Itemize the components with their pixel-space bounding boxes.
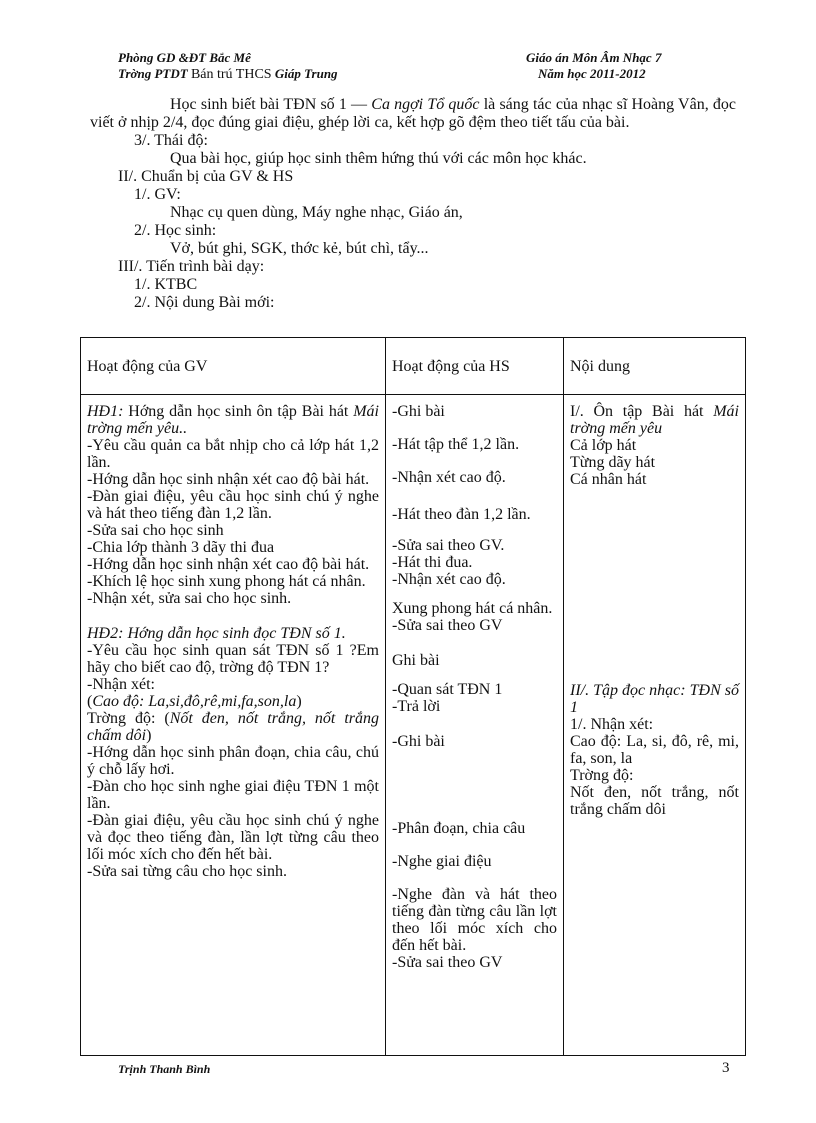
table-header-row — [81, 338, 746, 395]
gv-line: -Sửa sai từng câu cho học sinh. — [87, 863, 287, 880]
gv-line: -Hớng dẫn học sinh phân đoạn, chia câu, chú ý chỗ lấy hơi. — [87, 744, 379, 778]
gv-line: (Cao độ: La,si,đô,rê,mi,fa,son,la) — [87, 693, 302, 710]
nd-line: Cao độ: La, si, đô, rê, mi, fa, son, la — [570, 733, 739, 767]
new-content-heading: 2/. Nội dung Bài mới: — [134, 294, 275, 311]
review-heading: 1/. KTBC — [134, 276, 198, 293]
hs-line: -Quan sát TĐN 1 — [392, 681, 503, 698]
lesson-table — [80, 337, 746, 1056]
nd-line: I/. Ôn tập Bài hát Mái trờng mến yêu — [570, 403, 739, 437]
hs-line: Ghi bài — [392, 652, 440, 669]
objective-paragraph: Học sinh biết bài TĐN số 1 — Ca ngợi Tổ quốc là sáng tác của nhạc sĩ Hoàng Vân, đọc viết ở nhịp 2/4, đọc đúng giai điệu, ghép lời ca, kết hợp gõ đệm theo tiết tấu của bài. — [90, 96, 737, 131]
hs-line: -Phân đoạn, chia câu — [392, 820, 526, 837]
nd-line: 1/. Nhận xét: — [570, 716, 654, 733]
gv-line: -Nhận xét, sửa sai cho học sinh. — [87, 590, 292, 607]
page-number: 3 — [722, 1060, 730, 1076]
teacher-activities — [81, 395, 386, 1056]
gv-line: -Hớng dẫn học sinh nhận xét cao độ bài hát. — [87, 471, 370, 488]
nd-line: Từng dãy hát — [570, 454, 656, 471]
header-school: Phòng GD &ĐT Bắc Mê — [118, 50, 251, 65]
nd-line: II/. Tập đọc nhạc: TĐN số 1 — [570, 682, 739, 716]
gv-line: -Sửa sai cho học sinh — [87, 522, 224, 539]
gv-line: -Yêu cầu học sinh quan sát TĐN số 1 ?Em hãy cho biết cao độ, trờng độ TĐN 1? — [87, 642, 379, 676]
student-activities — [386, 395, 564, 1056]
gv-line: -Chia lớp thành 3 dãy thi đua — [87, 539, 275, 556]
header-teacher: Hoạt động của GV — [81, 338, 386, 395]
gv-line: Trờng độ: (Nốt đen, nốt trắng, nốt trắng chấm dôi) — [87, 710, 380, 744]
hs-line: -Ghi bài — [392, 403, 445, 420]
gv-line: -Hớng dẫn học sinh nhận xét cao độ bài hát. — [87, 556, 370, 573]
footer-author: Trịnh Thanh Bình — [118, 1062, 211, 1076]
gv-line: -Khích lệ học sinh xung phong hát cá nhân. — [87, 573, 366, 590]
hs-line: -Nghe đàn và hát theo tiếng đàn từng câu lần lợt theo lối móc xích cho đến hết bài. — [392, 886, 557, 954]
hs-line: -Sửa sai theo GV. — [392, 537, 505, 554]
hs-line: -Sửa sai theo GV — [392, 954, 503, 971]
procedure-heading: III/. Tiến trình bài dạy: — [118, 258, 265, 275]
hs-line: -Ghi bài — [392, 733, 445, 750]
nd-line: Cá nhân hát — [570, 471, 647, 488]
student-heading: 2/. Học sinh: — [134, 222, 217, 239]
header-subject: Giáo án Môn Âm Nhạc 7 — [526, 50, 662, 65]
hs-line: -Hát thi đua. — [392, 554, 473, 571]
header-year: Năm học 2011-2012 — [538, 66, 646, 81]
preparation-heading: II/. Chuẩn bị của GV & HS — [118, 168, 294, 185]
header-school-place: Giáp Trung — [274, 66, 338, 81]
attitude-heading: 3/. Thái độ: — [134, 132, 208, 149]
header-student: Hoạt động của HS — [386, 338, 564, 395]
nd-line: Trờng độ: — [570, 767, 634, 784]
gv-line: -Đàn cho học sinh nghe giai điệu TĐN 1 một lần. — [87, 778, 379, 812]
activity-1-title: HĐ1: Hớng dẫn học sinh ôn tập Bài hát Mái trờng mến yêu.. — [87, 403, 379, 437]
activity-2-title: HĐ2: Hớng dẫn học sinh đọc TĐN số 1. — [87, 625, 346, 642]
header-school-type: Bán trú THCS — [190, 67, 272, 82]
gv-line: -Đàn giai điệu, yêu cầu học sinh chú ý nghe và hát theo tiếng đàn 1,2 lần. — [87, 488, 379, 522]
hs-line: -Hát theo đàn 1,2 lần. — [392, 506, 531, 523]
header-school-prefix: Trờng PTDT — [118, 66, 188, 81]
hs-line: -Sửa sai theo GV — [392, 617, 503, 634]
gv-line: -Nhận xét: — [87, 676, 155, 693]
gv-line: -Đàn giai điệu, yêu cầu học sinh chú ý nghe và đọc theo tiếng đàn, lần lợt từng câu theo lối móc xích cho đến hết bài. — [87, 812, 379, 863]
hs-line: -Nhận xét cao độ. — [392, 469, 506, 486]
lesson-intro — [90, 96, 736, 312]
table-row — [81, 395, 746, 1056]
teacher-items: Nhạc cụ quen dùng, Máy nghe nhạc, Giáo án, — [170, 204, 463, 221]
hs-line: Xung phong hát cá nhân. — [392, 600, 553, 617]
lesson-content — [564, 395, 746, 1056]
nd-line: Cả lớp hát — [570, 437, 637, 454]
header-content: Nội dung — [564, 338, 746, 395]
student-items: Vở, bút ghi, SGK, thớc kẻ, bút chì, tẩy... — [170, 240, 429, 257]
attitude-text: Qua bài học, giúp học sinh thêm hứng thú với các môn học khác. — [170, 150, 587, 167]
hs-line: -Trả lời — [392, 698, 441, 715]
header-school-line2 — [118, 66, 338, 83]
gv-line: -Yêu cầu quản ca bắt nhịp cho cả lớp hát 1,2 lần. — [87, 437, 379, 471]
hs-line: -Hát tập thể 1,2 lần. — [392, 436, 520, 453]
hs-line: -Nhận xét cao độ. — [392, 571, 506, 588]
nd-line: Nốt đen, nốt trắng, nốt trắng chấm dôi — [570, 784, 739, 818]
hs-line: -Nghe giai điệu — [392, 853, 492, 870]
teacher-heading: 1/. GV: — [134, 186, 181, 203]
